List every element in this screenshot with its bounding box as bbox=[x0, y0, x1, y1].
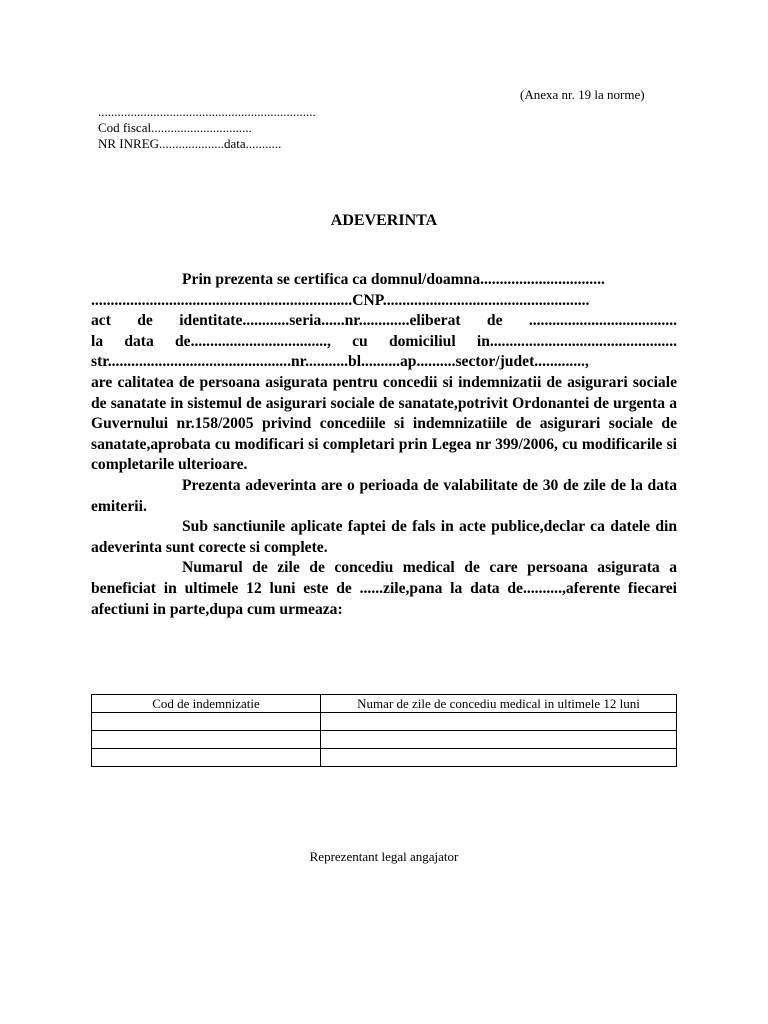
fiscal-code-line: Cod fiscal............................... bbox=[98, 120, 252, 135]
employer-header bbox=[98, 104, 316, 152]
table-row bbox=[92, 713, 677, 731]
validity-text: Prezenta adeverinta are o perioada de valabilitate de 30 de zile de la data emiterii. bbox=[91, 476, 677, 515]
body-line-person: Prin prezenta se certifica ca domnul/doamna................................ bbox=[182, 271, 605, 288]
body-line-address: la data de..................................., cu domiciliul in................................................ bbox=[91, 332, 677, 350]
registration-line: NR INREG....................data........... bbox=[98, 136, 282, 151]
table-cell[interactable] bbox=[92, 749, 321, 767]
employer-name-line: ................................................................... bbox=[98, 104, 316, 119]
table-cell[interactable] bbox=[92, 713, 321, 731]
certificate-body bbox=[91, 270, 677, 620]
body-paragraph-declaration bbox=[91, 517, 677, 558]
table-row bbox=[92, 749, 677, 767]
annex-reference: (Anexa nr. 19 la norme) bbox=[520, 87, 645, 102]
document-title: ADEVERINTA bbox=[330, 212, 438, 229]
table-row bbox=[92, 731, 677, 749]
body-paragraph-validity bbox=[91, 476, 677, 517]
medical-leave-table bbox=[91, 694, 677, 767]
table-cell[interactable] bbox=[92, 731, 321, 749]
declaration-text: Sub sanctiunile aplicate faptei de fals in acte publice,declar ca datele din adeverinta sunt corecte si complete. bbox=[91, 518, 677, 556]
table-header-row bbox=[92, 695, 677, 713]
body-line-street: str...............................................nr...........bl..........ap..........sector/judet............., bbox=[91, 353, 589, 371]
table-cell[interactable] bbox=[321, 731, 677, 749]
table-cell[interactable] bbox=[321, 713, 677, 731]
body-paragraph-medical-days bbox=[91, 558, 677, 620]
body-paragraph-insured: are calitatea de persoana asigurata pentru concedii si indemnizatii de asigurari sociale de sanatate in sistemul de asigurari sociale de sanatate,potrivit Ordonantei de urgenta a Guvernului nr.158/2005 privind concediile si indemnizatiile de asigurari sociale de sanatate,aprobata cu modificari si completari prin Legea nr 399/2006, cu modificarile si completarile ulterioare. bbox=[91, 373, 677, 474]
body-line-id: act de identitate............seria......nr.............eliberat de ...................................... bbox=[91, 312, 677, 330]
legal-representative-signature: Reprezentant legal angajator bbox=[309, 849, 459, 864]
header-indemnity-code: Cod de indemnizatie bbox=[92, 695, 321, 713]
body-line-cnp: ...................................................................CNP..................................................... bbox=[91, 291, 590, 309]
header-medical-days: Numar de zile de concediu medical in ultimele 12 luni bbox=[321, 695, 677, 713]
medical-leave-table-wrap bbox=[91, 694, 677, 767]
medical-days-text: Numarul de zile de concediu medical de care persoana asigurata a beneficiat in ultimele 12 luni este de ......zile,pana la data de..........,aferente fiecarei afectiuni in parte,dupa cum urmeaza: bbox=[91, 559, 677, 618]
table-cell[interactable] bbox=[321, 749, 677, 767]
